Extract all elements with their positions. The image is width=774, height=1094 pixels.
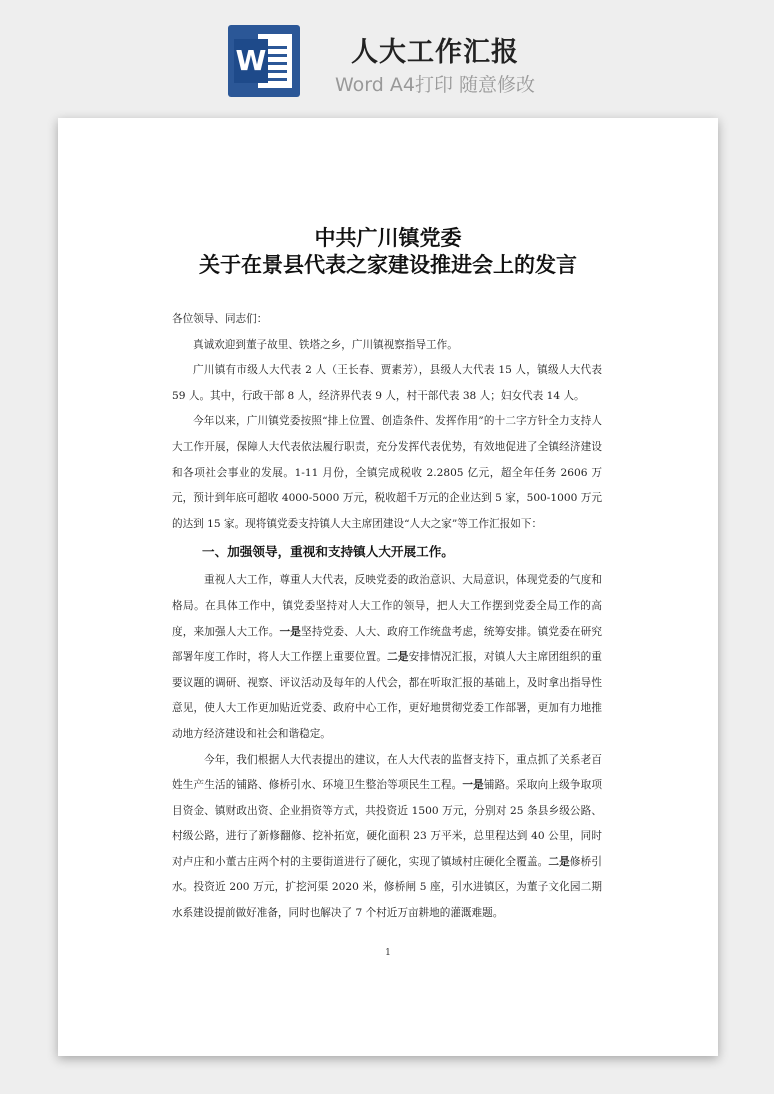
header-subtitle: Word A4打印 随意修改 (334, 74, 535, 96)
bold-marker: 一是 (279, 625, 302, 638)
bold-marker: 二是 (548, 855, 570, 868)
paragraph-leadership (172, 568, 602, 747)
paragraph-welcome: 真诚欢迎到董子故里、铁塔之乡，广川镇视察指导工作。 (193, 338, 458, 351)
text-run: 今年，我们根据人大代表提出的建议，在人大代表的监督支持下，重点抓了关系老百姓生产生活的铺路、修桥引水、环境卫生整治等项民生工程。 (172, 753, 602, 792)
paragraph-projects (172, 748, 602, 927)
title-line-2: 关于在景县代表之家建设推进会上的发言 (199, 252, 577, 277)
document-title (58, 224, 718, 278)
header-title: 人大工作汇报 (351, 37, 519, 68)
word-document-icon (228, 25, 300, 97)
bold-marker: 二是 (387, 651, 409, 664)
title-line-1: 中共广川镇党委 (314, 225, 462, 250)
text-run: 重视人大工作，尊重人大代表，反映党委的政治意识、大局意识，体现党委的气度和格局。在具体工作中，镇党委坚持对人大工作的领导，把人大工作摆到党委全局工作的高度，来加强人大工作。 (172, 574, 602, 638)
text-run: 修桥引水。投资近 200 万元，扩挖河渠 2020 米，修桥闸 5 座，引水进镇区，为董子文化园二期水系建设提前做好准备，同时也解决了 7 个村近万亩耕地的灌溉难题。 (172, 855, 603, 920)
page-number: 1 (385, 948, 391, 958)
bold-marker: 一是 (462, 779, 484, 792)
word-icon-letter: W (234, 39, 268, 83)
paragraph-overview: 今年以来，广川镇党委按照“排上位置、创造条件、发挥作用”的十二字方针全力支持人大工作开展，保障人大代表依法履行职责，充分发挥代表优势，有效地促进了全镇经济建设和各项社会事业的发展。1-11 月份，全镇完成税收 2.2805 亿元，超全年任务 2606 万元，预计到年底可超收 4000-5000 万元，税收超千万元的企业达到 5 家，500-1000 万元的达到 15 家。现将镇党委支持镇人大主席团建设“人大之家”等工作汇报如下： (172, 415, 602, 530)
text-run: 安排情况汇报，对镇人大主席团组织的重要议题的调研、视察、评议活动及每年的人代会，都在听取汇报的基础上，及时拿出指导性意见，使人大工作更加贴近党委、政府中心工作，更好地贯彻党委工作部署，更加有力地推动地方经济建设和社会和谐稳定。 (172, 651, 603, 740)
section-heading-1: 一、加强领导，重视和支持镇人大开展工作。 (202, 544, 454, 560)
document-body (172, 307, 602, 927)
greeting: 各位领导、同志们： (172, 313, 268, 325)
text-run: 坚持党委、人大、政府工作统盘考虑，统筹安排。镇党委在研究部署年度工作时，将人大工作摆上重要位置。 (172, 625, 603, 664)
text-run: 铺路。采取向上级争取项目资金、镇财政出资、企业捐资等方式，共投资近 1500 万元，分别对 25 条县乡级公路、村级公路，进行了新修翻修、挖补拓宽，硬化面积 23 万平米，总里程达到 40 公里，同时对卢庄和小董古庄两个村的主要街道进行了硬化，实现了镇域村庄硬化全覆盖。 (172, 779, 603, 868)
paragraph-deputies: 广川镇有市级人大代表 2 人（王长春、贾素芳），县级人大代表 15 人，镇级人大代表 59 人。其中，行政干部 8 人，经济界代表 9 人，村干部代表 38 人；妇女代表 14 人。 (172, 364, 602, 402)
document-page (58, 118, 718, 1056)
page-header (0, 0, 774, 110)
